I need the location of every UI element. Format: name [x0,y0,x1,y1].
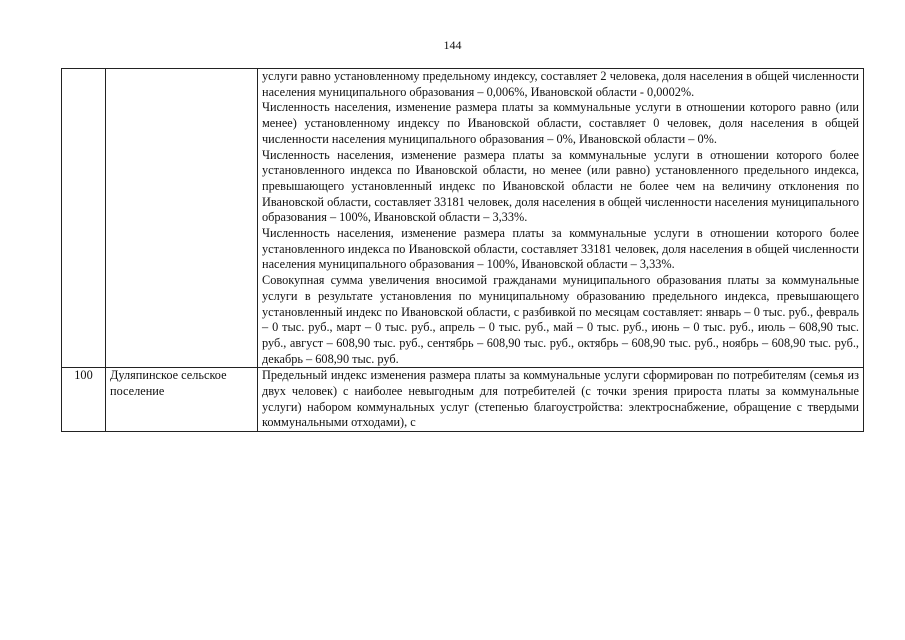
page-number: 144 [443,38,462,52]
paragraph: Численность населения, изменение размера платы за коммунальные услуги в отношении которого равно (или менее) установленному индексу по Ивановской области, составляет 0 человек, доля населения в общей численности населения муниципального образования – 0%, Ивановской области – 0%. [262,100,859,146]
description-cell [258,69,864,368]
municipality-name-cell [106,69,258,368]
paragraph: Предельный индекс изменения размера платы за коммунальные услуги сформирован по потребителям (семья из двух человек) с наиболее невыгодным для потребителей (с точки зрения прироста платы за коммунальные услуги) набором коммунальных услуг (степенью благоустройства: электроснабжение, обращение с твердыми коммунальными отходами), с [262,368,859,430]
municipalities-table [61,68,864,432]
paragraph: услуги равно установленному предельному индексу, составляет 2 человека, доля населения в общей численности населения муниципального образования – 0,006%, Ивановской области - 0,0002%. [262,69,859,99]
row-number-cell: 100 [62,368,106,432]
paragraph: Численность населения, изменение размера платы за коммунальные услуги в отношении которого более установленного индекса по Ивановской области, составляет 33181 человек, доля населения в общей численности населения муниципального образования – 100%, Ивановской области – 3,33%. [262,226,859,272]
paragraph: Численность населения, изменение размера платы за коммунальные услуги в отношении которого более установленного индекса по Ивановской области, но менее (или равно) установленного предельного индекса, превышающего установленный индекс по Ивановской области не более чем на величину отклонения по Ивановской области, составляет 33181 человек, доля населения в общей численности населения муниципального образования – 100%, Ивановской области – 3,33%. [262,147,859,225]
table-row [62,368,864,432]
paragraph: Совокупная сумма увеличения вносимой гражданами муниципального образования платы за коммунальные услуги в результате установления по муниципальному образованию предельного индекса, превышающего установленный индекс по Ивановской области, с разбивкой по месяцам составляет: январь – 0 тыс. руб., февраль – 0 тыс. руб., март – 0 тыс. руб., апрель – 0 тыс. руб., май – 0 тыс. руб., июнь – 0 тыс. руб., июль – 608,90 тыс. руб., август – 608,90 тыс. руб., сентябрь – 608,90 тыс. руб., октябрь – 608,90 тыс. руб., ноябрь – 608,90 тыс. руб., декабрь – 608,90 тыс. руб. [262,273,859,366]
municipality-name-cell: Дуляпинское сельское поселение [106,368,258,432]
row-number-cell [62,69,106,368]
table-row [62,69,864,368]
description-cell [258,368,864,432]
